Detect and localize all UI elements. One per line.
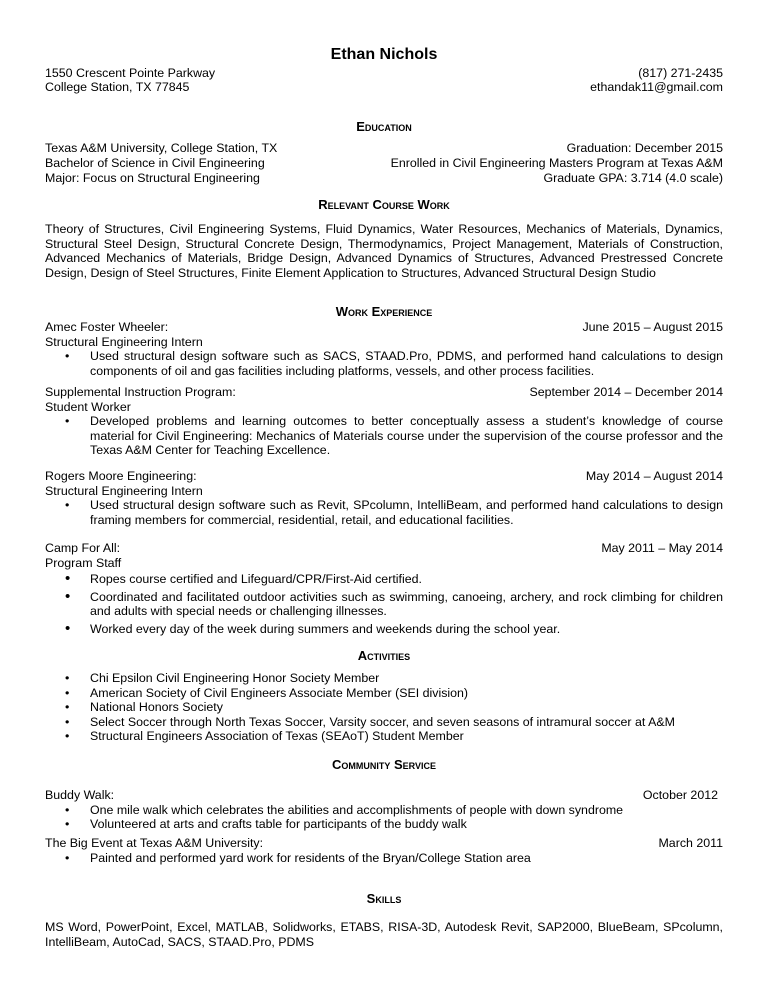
job-entry bbox=[45, 469, 723, 527]
employer: Supplemental Instruction Program: bbox=[45, 385, 236, 399]
job-role: Structural Engineering Intern bbox=[45, 483, 203, 498]
graduation-date: Graduation: December 2015 bbox=[566, 141, 723, 155]
education-row bbox=[45, 171, 723, 186]
address-line-1 bbox=[45, 66, 723, 81]
activities-heading: Activities bbox=[357, 648, 411, 663]
coursework-text: Theory of Structures, Civil Engineering Systems, Fluid Dynamics, Water Resources, Mechanics of Materials, Dynamics, Structural Steel Design, Structural Concrete Design, Thermodynamics, Project Management, Materials of Construction, Advanced Mechanics of Materials, Bridge Design, Advanced Dynamics of Structures, Advanced Prestressed Concrete Design, Design of Steel Structures, Finite Element Application to Structures, Advanced Structural Design Studio bbox=[45, 222, 723, 280]
job-entry bbox=[45, 385, 723, 458]
job-bullet: • Developed problems and learning outcomes to better conceptually assess a student’s knowledge of course material for Civil Engineering: Mechanics of Materials course under the supervision of the course professor and the Texas A&M Center for Teaching Excellence. bbox=[45, 414, 723, 458]
service-bullet: • Volunteered at arts and crafts table for participants of the buddy walk bbox=[45, 817, 723, 832]
activity-item: • Select Soccer through North Texas Soccer, Varsity soccer, and seven seasons of intramural soccer at A&M bbox=[45, 715, 723, 730]
city-state-zip: College Station, TX 77845 bbox=[45, 80, 190, 94]
service-name: The Big Event at Texas A&M University: bbox=[45, 836, 264, 850]
job-role: Program Staff bbox=[45, 555, 122, 570]
work-heading: Work Experience bbox=[335, 304, 433, 319]
address-line-2 bbox=[45, 80, 723, 95]
job-dates: June 2015 – August 2015 bbox=[582, 320, 723, 334]
education-heading: Education bbox=[356, 119, 412, 134]
job-bullet: • Ropes course certified and Lifeguard/CPR/First-Aid certified. bbox=[45, 572, 723, 587]
service-bullet: • One mile walk which celebrates the abilities and accomplishments of people with down syndrome bbox=[45, 803, 723, 818]
email-address: ethandak11@gmail.com bbox=[590, 80, 723, 94]
activity-item: • American Society of Civil Engineers Associate Member (SEI division) bbox=[45, 686, 723, 701]
community-heading: Community Service bbox=[331, 757, 436, 772]
coursework-heading: Relevant Course Work bbox=[318, 197, 450, 212]
job-bullet: • Worked every day of the week during summers and weekends during the school year. bbox=[45, 622, 723, 637]
service-name: Buddy Walk: bbox=[45, 788, 115, 802]
skills-text: MS Word, PowerPoint, Excel, MATLAB, Solidworks, ETABS, RISA-3D, Autodesk Revit, SAP2000, BlueBeam, SPcolumn, IntelliBeam, AutoCad, SACS, STAAD.Pro, PDMS bbox=[45, 920, 723, 949]
gpa: Graduate GPA: 3.714 (4.0 scale) bbox=[543, 171, 723, 185]
activity-item: • National Honors Society bbox=[45, 700, 723, 715]
job-role: Student Worker bbox=[45, 399, 131, 414]
job-bullet: • Used structural design software such as SACS, STAAD.Pro, PDMS, and performed hand calculations to design components of oil and gas facilities including platforms, vessels, and other process facilities. bbox=[45, 349, 723, 378]
education-row bbox=[45, 141, 723, 156]
employer: Rogers Moore Engineering: bbox=[45, 469, 197, 483]
phone-number: (817) 271-2435 bbox=[638, 66, 723, 80]
candidate-name: Ethan Nichols bbox=[330, 46, 438, 63]
job-dates: May 2011 – May 2014 bbox=[601, 541, 723, 555]
major: Major: Focus on Structural Engineering bbox=[45, 171, 260, 185]
employer: Camp For All: bbox=[45, 541, 121, 555]
job-dates: September 2014 – December 2014 bbox=[529, 385, 723, 399]
service-entry bbox=[45, 788, 723, 832]
street-address: 1550 Crescent Pointe Parkway bbox=[45, 66, 216, 80]
school: Texas A&M University, College Station, TX bbox=[45, 141, 278, 155]
employer: Amec Foster Wheeler: bbox=[45, 320, 169, 334]
activities-list bbox=[45, 671, 723, 744]
degree: Bachelor of Science in Civil Engineering bbox=[45, 156, 265, 170]
service-date: October 2012 bbox=[642, 788, 718, 802]
skills-heading: Skills bbox=[366, 891, 402, 906]
education-row bbox=[45, 156, 723, 171]
job-dates: May 2014 – August 2014 bbox=[585, 469, 723, 483]
job-entry bbox=[45, 320, 723, 378]
activity-item: • Structural Engineers Association of Texas (SEAoT) Student Member bbox=[45, 729, 723, 744]
service-entry bbox=[45, 836, 723, 865]
service-bullet: • Painted and performed yard work for residents of the Bryan/College Station area bbox=[45, 851, 723, 866]
masters-enrollment: Enrolled in Civil Engineering Masters Program at Texas A&M bbox=[390, 156, 723, 170]
service-date: March 2011 bbox=[658, 836, 723, 850]
activity-item: • Chi Epsilon Civil Engineering Honor Society Member bbox=[45, 671, 723, 686]
job-bullet: • Used structural design software such as Revit, SPcolumn, IntelliBeam, and performed hand calculations to design framing members for commercial, residential, retail, and educational facilities. bbox=[45, 498, 723, 527]
job-entry bbox=[45, 541, 723, 637]
job-bullet: • Coordinated and facilitated outdoor activities such as swimming, canoeing, archery, and rock climbing for children and adults with special needs or challenging illnesses. bbox=[45, 590, 723, 619]
job-role: Structural Engineering Intern bbox=[45, 334, 203, 349]
